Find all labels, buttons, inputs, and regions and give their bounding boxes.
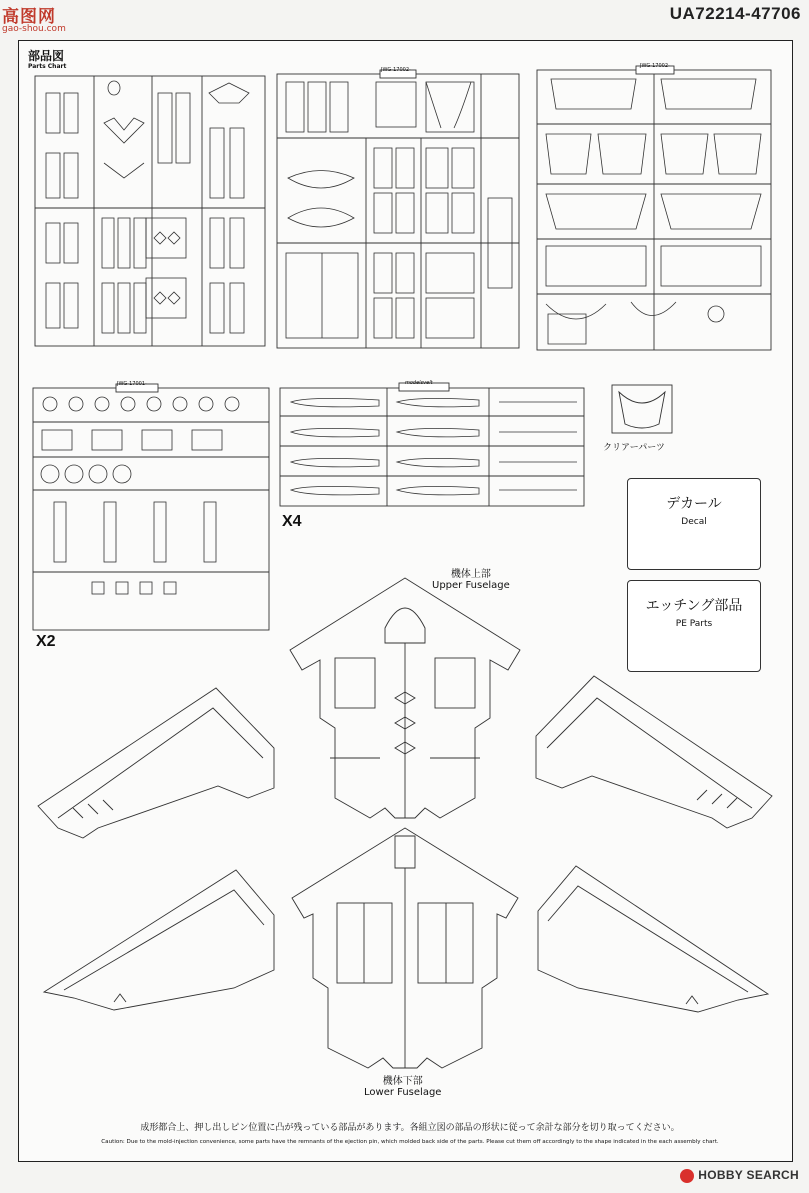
sprue-b-code: JWG-17002-: [381, 67, 411, 73]
upper-right-wing: [536, 676, 772, 828]
caution-note: 成形都合上、押し出しピン位置に凸が残っている部品があります。各組立図の部品の形状に従って余計な部分を切り取ってください。 Caution: Due to the mold-injection convenience, some parts have the remnants of the ejection pin, which molded back side of the parts. Please cut them off accordingly to the shape indicated in the each assembly chart.: [101, 1123, 719, 1145]
clear-parts-label: クリアーパーツ: [603, 443, 665, 453]
clear-part: [611, 384, 673, 434]
product-code: UA72214-47706: [669, 4, 801, 23]
lower-left-wing: [44, 870, 274, 1010]
sprue-d-code: JWG-17001-: [117, 381, 147, 387]
sprue-a: [34, 68, 267, 348]
watermark-logo: 高图网 gao-shou.com: [2, 7, 66, 34]
sprue-d-multiplier: X2: [36, 633, 56, 650]
upper-fuselage-center: [290, 578, 520, 818]
chart-title: 部品図 Parts Chart: [28, 49, 67, 70]
lower-fuselage-center: [292, 828, 518, 1068]
pe-parts-box: エッチング部品 PE Parts: [627, 580, 761, 672]
hobby-search-mark: HOBBY SEARCH: [680, 1168, 799, 1183]
hobby-search-logo-icon: [680, 1169, 694, 1183]
sprue-e: [279, 382, 585, 508]
lower-right-wing: [538, 866, 768, 1012]
sprue-b: [276, 68, 520, 350]
sprue-e-multiplier: X4: [282, 513, 302, 530]
decal-box: デカール Decal: [627, 478, 761, 570]
sprue-c-code: JWG-17002-: [640, 63, 670, 69]
sprue-d: [32, 382, 270, 632]
sprue-e-code: modelsvelt: [405, 380, 433, 386]
sprue-c: [536, 64, 772, 352]
lower-fuselage-label: 機体下部 Lower Fuselage: [364, 1076, 442, 1098]
upper-fuselage-label: 機体上部 Upper Fuselage: [432, 569, 510, 591]
upper-left-wing: [38, 688, 274, 838]
